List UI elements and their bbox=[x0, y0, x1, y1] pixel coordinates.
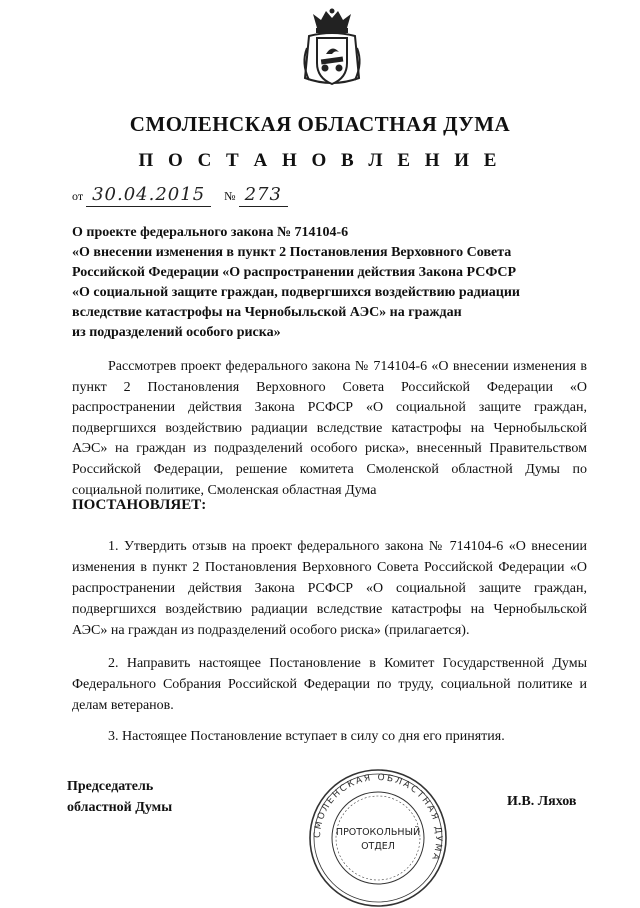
stamp-center-line: ОТДЕЛ bbox=[361, 841, 395, 852]
decree-item-2: 2. Направить настоящее Постановление в Комитет Государственной Думы Федерального Собрания Российской Федерации по труду, социальной политике и делам ветеранов. bbox=[72, 656, 587, 713]
number-prefix: № bbox=[224, 189, 236, 203]
signer-title bbox=[67, 776, 172, 818]
subject-line: вследствие катастрофы на Чернобыльской АЭС» на граждан bbox=[72, 305, 462, 320]
stamp-ring-text: СМОЛЕНСКАЯ ОБЛАСТНАЯ ДУМА bbox=[312, 772, 444, 863]
subject-line: Российской Федерации «О распространении действия Закона РСФСР bbox=[72, 265, 517, 280]
subject-line: «О внесении изменения в пункт 2 Постановления Верховного Совета bbox=[72, 245, 512, 260]
document-subject bbox=[72, 223, 542, 343]
handwritten-number: 273 bbox=[239, 184, 288, 207]
signer-title-line: Председатель bbox=[67, 779, 154, 794]
decree-heading: ПОСТАНОВЛЯЕТ: bbox=[72, 497, 207, 513]
subject-line: из подразделений особого риска» bbox=[72, 325, 281, 340]
preamble-paragraph: Рассмотрев проект федерального закона № 714104-6 «О внесении изменения в пункт 2 Постановления Верховного Совета Российской Федерации «О распространении действия Закона РСФСР «О социальной защите граждан, подвергшихся воздействию радиации вследствие катастрофы на Чернобыльской АЭС» на граждан из подразделений особого риска», внесенный Правительством Российской Федерации, решение комитета Смоленской областной Думы по социальной политике, Смоленская областная Дума bbox=[72, 359, 587, 498]
date-prefix: от bbox=[72, 189, 84, 203]
decree-item-1: 1. Утвердить отзыв на проект федерального закона № 714104-6 «О внесении изменения в пункт 2 Постановления Верховного Совета Российской Федерации «О распространении действия Закона РСФСР «О социальной защите граждан, подвергшихся воздействию радиации вследствие катастрофы на Чернобыльской АЭС» на граждан из подразделений особого риска» (прилагается). bbox=[72, 539, 587, 638]
round-stamp bbox=[300, 768, 456, 908]
decree-item-3: 3. Настоящее Постановление вступает в силу со дня его принятия. bbox=[108, 729, 505, 744]
subject-line: О проекте федерального закона № 714104-6 bbox=[72, 225, 349, 240]
coat-of-arms-emblem bbox=[299, 8, 365, 92]
signer-name: И.В. Ляхов bbox=[507, 794, 577, 809]
organization-title: СМОЛЕНСКАЯ ОБЛАСТНАЯ ДУМА bbox=[129, 112, 511, 136]
signer-title-line: областной Думы bbox=[67, 800, 173, 815]
handwritten-date: 30.04.2015 bbox=[86, 184, 211, 207]
stamp-center-line: ПРОТОКОЛЬНЫЙ bbox=[335, 827, 421, 838]
document-type-heading: П О С Т А Н О В Л Е Н И Е bbox=[138, 150, 502, 171]
date-number-line bbox=[72, 184, 288, 207]
subject-line: «О социальной защите граждан, подвергшихся воздействию радиации bbox=[72, 285, 520, 300]
